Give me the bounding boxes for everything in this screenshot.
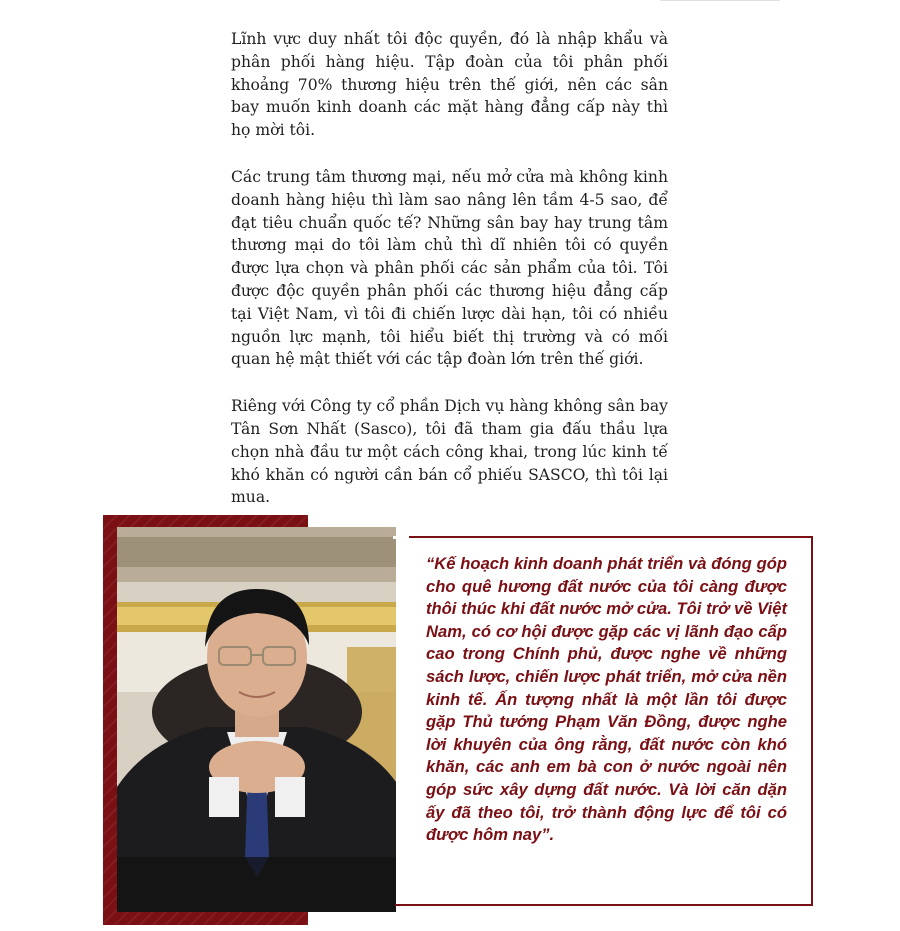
top-divider [660,0,780,1]
article-body [231,28,668,533]
pull-quote: “Kế hoạch kinh doanh phát triển và đóng góp cho quê hương đất nước của tôi càng được thôi thúc khi đất nước mở cửa. Tôi trở về Việt Nam, có cơ hội được gặp các vị lãnh đạo cấp cao trong Chính phủ, được nghe về những sách lược, chiến lược phát triển, mở cửa nền kinh tế. Ấn tượng nhất là một lần tôi được gặp Thủ tướng Phạm Văn Đồng, được nghe lời khuyên của ông rằng, đất nước còn khó khăn, các anh em bà con ở nước ngoài nên góp sức xây dựng đất nước. Và lời căn dặn ấy đã theo tôi, trở thành động lực để tôi có được hôm nay”. [426,554,787,845]
portrait-photo [117,527,396,912]
article-paragraph-1: Lĩnh vực duy nhất tôi độc quyền, đó là nhập khẩu và phân phối hàng hiệu. Tập đoàn của tôi phân phối khoảng 70% thương hiệu trên thế giới, nên các sân bay muốn kinh doanh các mặt hàng đẳng cấp này thì họ mời tôi. [231,30,668,140]
portrait-illustration [117,527,396,912]
article-paragraph-2: Các trung tâm thương mại, nếu mở cửa mà không kinh doanh hàng hiệu thì làm sao nâng lên tầm 4-5 sao, để đạt tiêu chuẩn quốc tế? Những sân bay hay trung tâm thương mại do tôi làm chủ thì dĩ nhiên tôi có quyền được lựa chọn và phân phối các sản phẩm của tôi. Tôi được độc quyền phân phối các thương hiệu đẳng cấp tại Việt Nam, vì tôi đi chiến lược dài hạn, tôi có nhiều nguồn lực mạnh, tôi hiểu biết thị trường và có mối quan hệ mật thiết với các tập đoàn lớn trên thế giới. [231,167,668,369]
article-paragraph-3: Riêng với Công ty cổ phần Dịch vụ hàng không sân bay Tân Sơn Nhất (Sasco), tôi đã tham gia đấu thầu lựa chọn nhà đầu tư một cách công khai, trong lúc kinh tế khó khăn có người cần bán cổ phiếu SASCO, thì tôi lại mua. [231,397,668,507]
